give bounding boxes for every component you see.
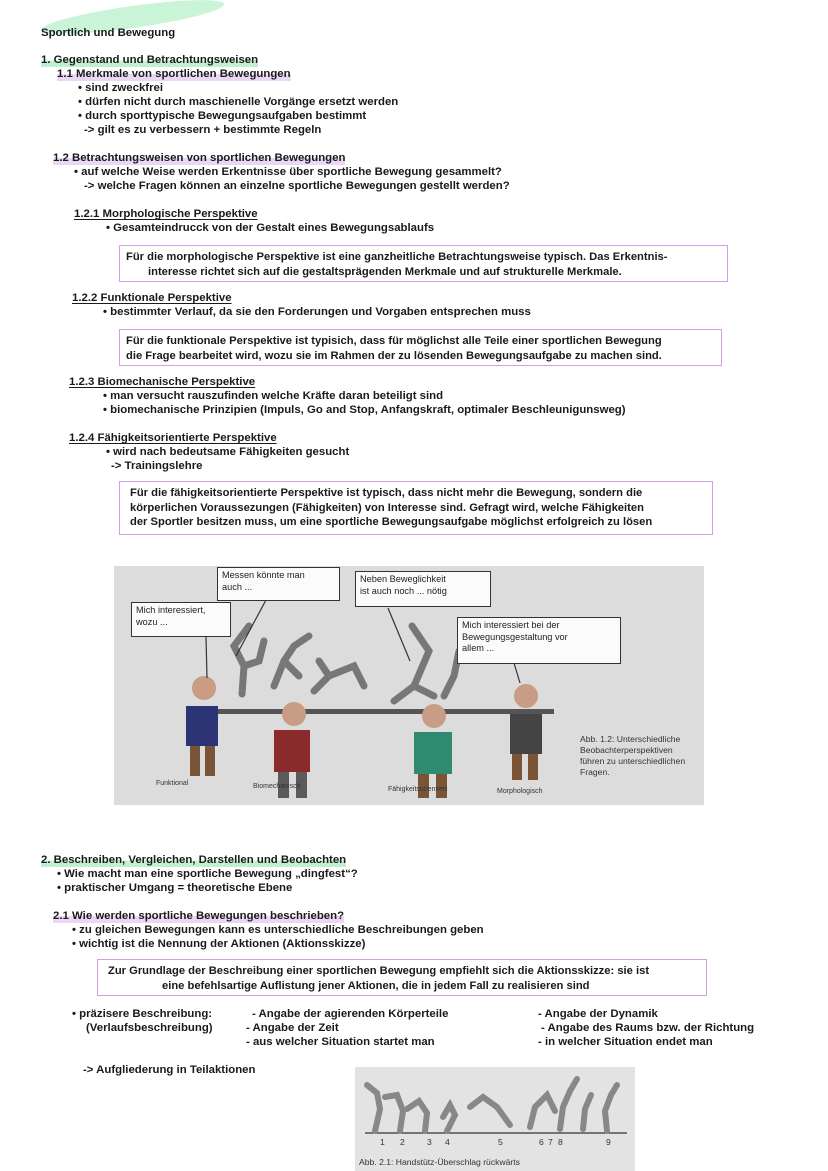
figure-caption: Abb. 2.1: Handstütz-Überschlag rückwärts: [359, 1157, 520, 1167]
list-item: • präzisere Beschreibung:: [72, 1008, 213, 1020]
box-line: die Frage bearbeitet wird, wozu sie im Rahmen der zu lösenden Bewegungsaufgabe zu machen sind.: [126, 349, 662, 362]
list-item: • Wie macht man eine sportliche Bewegung „dingfest“?: [57, 868, 358, 880]
bubble-line: Bewegungsgestaltung vor: [462, 631, 568, 642]
section-1-2-2-heading: 1.2.2 Funktionale Perspektive: [72, 292, 232, 304]
figure-label: Funktional: [156, 780, 189, 787]
list-item: - in welcher Situation endet man: [538, 1036, 713, 1048]
caption-line: Beobachterperspektiven: [580, 745, 673, 755]
figure-illustration: [355, 1067, 635, 1171]
list-item: • Gesamteindrucck von der Gestalt eines Bewegungsablaufs: [106, 222, 435, 234]
list-item: - Angabe der Zeit: [246, 1022, 339, 1034]
box-line: der Sportler besitzen muss, um eine sportliche Bewegungsaufgabe möglichst erfolgreich zu lösen: [130, 516, 653, 528]
list-item: • sind zweckfrei: [78, 82, 164, 94]
list-item: -> Trainingslehre: [111, 460, 203, 472]
figure-label: Morphologisch: [497, 788, 543, 795]
page-title: Sportlich und Bewegung: [41, 27, 176, 39]
bubble-line: Mich interessiert bei der: [462, 620, 560, 630]
definition-box-funktional: [119, 329, 722, 366]
list-item: (Verlaufsbeschreibung): [86, 1022, 213, 1034]
phase-number: 3: [427, 1137, 432, 1147]
list-item: • dürfen nicht durch maschienelle Vorgänge ersetzt werden: [78, 96, 399, 108]
phase-number: 1: [380, 1137, 385, 1147]
box-line: Zur Grundlage der Beschreibung einer sportlichen Bewegung empfiehlt sich die Aktionsskizze: sie ist: [108, 965, 650, 977]
phase-number: 7: [548, 1137, 553, 1147]
section-2-1-heading: 2.1 Wie werden sportliche Bewegungen beschrieben?: [53, 910, 345, 922]
list-item: • durch sporttypische Bewegungsaufgaben bestimmt: [78, 110, 367, 122]
list-item: - Angabe der agierenden Körperteile: [252, 1008, 449, 1020]
definition-box-morphologisch: [119, 245, 728, 282]
speech-bubble: [355, 571, 491, 607]
section-2-heading: 2. Beschreiben, Vergleichen, Darstellen und Beobachten: [41, 854, 347, 866]
box-line: interesse richtet sich auf die gestaltsprägenden Merkmale und auf strukturelle Merkmale.: [148, 265, 622, 278]
observer-funktional: [186, 676, 218, 776]
figure-caption: [580, 734, 685, 778]
bubble-line: Mich interessiert,: [136, 605, 206, 615]
definition-box-aktionsskizze: [97, 959, 707, 996]
box-line: Für die funktionale Perspektive ist typisich, dass für möglichst alle Teile einer sportlichen Bewegung: [126, 335, 662, 347]
list-item: • praktischer Umgang = theoretische Ebene: [57, 882, 293, 894]
figure-observer-perspectives: [114, 566, 704, 805]
figure-handstuetz: [355, 1067, 635, 1171]
box-line: eine befehlsartige Auflistung jener Aktionen, die in jedem Fall zu realisieren sind: [162, 979, 590, 992]
list-item: • man versucht rauszufinden welche Kräfte daran beteiligt sind: [103, 390, 444, 402]
speech-bubble: [217, 567, 340, 601]
bubble-line: Messen könnte man: [222, 570, 305, 580]
phase-number: 9: [606, 1137, 611, 1147]
list-item: - aus welcher Situation startet man: [246, 1036, 435, 1048]
list-item: • wichtig ist die Nennung der Aktionen (Aktionsskizze): [72, 938, 366, 950]
figure-label: Fähigkeitsorientiert: [388, 786, 448, 793]
list-item: • bestimmter Verlauf, da sie den Forderungen und Vorgaben entsprechen muss: [103, 306, 531, 318]
list-item: • auf welche Weise werden Erkentnisse über sportliche Bewegung gesammelt?: [74, 166, 502, 178]
section-1-2-3-heading: 1.2.3 Biomechanische Perspektive: [69, 376, 256, 388]
speech-bubble: [131, 602, 231, 637]
phase-number: 2: [400, 1137, 405, 1147]
section-1-2-heading: 1.2 Betrachtungsweisen von sportlichen Bewegungen: [53, 152, 346, 164]
phase-number: 6: [539, 1137, 544, 1147]
box-line: körperlichen Voraussezungen (Fähigkeiten) von Interesse sind. Gefragt wird, welche Fähigkeiten: [130, 501, 644, 514]
list-item: • wird nach bedeutsame Fähigkeiten gesucht: [106, 446, 350, 458]
list-item: - Angabe der Dynamik: [538, 1008, 658, 1020]
list-item: • zu gleichen Bewegungen kann es unterschiedliche Beschreibungen geben: [72, 924, 484, 936]
phase-number: 5: [498, 1137, 503, 1147]
list-item: -> Aufgliederung in Teilaktionen: [83, 1064, 256, 1076]
bubble-line: ist auch noch ... nötig: [360, 585, 447, 596]
section-1-2-4-heading: 1.2.4 Fähigkeitsorientierte Perspektive: [69, 432, 277, 444]
speech-bubble: [457, 617, 621, 664]
caption-line: führen zu unterschiedlichen: [580, 756, 686, 766]
section-1-1-heading: 1.1 Merkmale von sportlichen Bewegungen: [57, 68, 291, 80]
figure-label: Biomechanisch: [253, 783, 301, 790]
bubble-line: wozu ...: [136, 616, 168, 627]
list-item: • biomechanische Prinzipien (Impuls, Go and Stop, Anfangskraft, optimaler Beschleunigunsweg): [103, 404, 626, 416]
section-1-2-1-heading: 1.2.1 Morphologische Perspektive: [74, 208, 258, 220]
definition-box-faehigkeit: [119, 481, 713, 535]
box-line: Für die fähigkeitsorientierte Perspektive ist typisch, dass nicht mehr die Bewegung, sondern die: [130, 487, 643, 499]
list-item: - Angabe des Raums bzw. der Richtung: [541, 1022, 755, 1034]
list-item: -> welche Fragen können an einzelne sportliche Bewegungen gestellt werden?: [84, 180, 510, 192]
bubble-line: allem ...: [462, 643, 495, 653]
list-item: -> gilt es zu verbessern + bestimmte Regeln: [84, 124, 322, 136]
phase-number: 8: [558, 1137, 563, 1147]
section-1-heading: 1. Gegenstand und Betrachtungsweisen: [41, 54, 259, 66]
bubble-line: Neben Beweglichkeit: [360, 574, 446, 584]
observer-morphologisch: [510, 684, 542, 780]
caption-line: Abb. 1.2: Unterschiedliche: [580, 734, 681, 744]
caption-line: Fragen.: [580, 767, 610, 777]
phase-number: 4: [445, 1137, 450, 1147]
bubble-line: auch ...: [222, 581, 253, 592]
box-line: Für die morphologische Perspektive ist eine ganzheitliche Betrachtungsweise typisch. Das Erkentnis-: [126, 251, 668, 263]
